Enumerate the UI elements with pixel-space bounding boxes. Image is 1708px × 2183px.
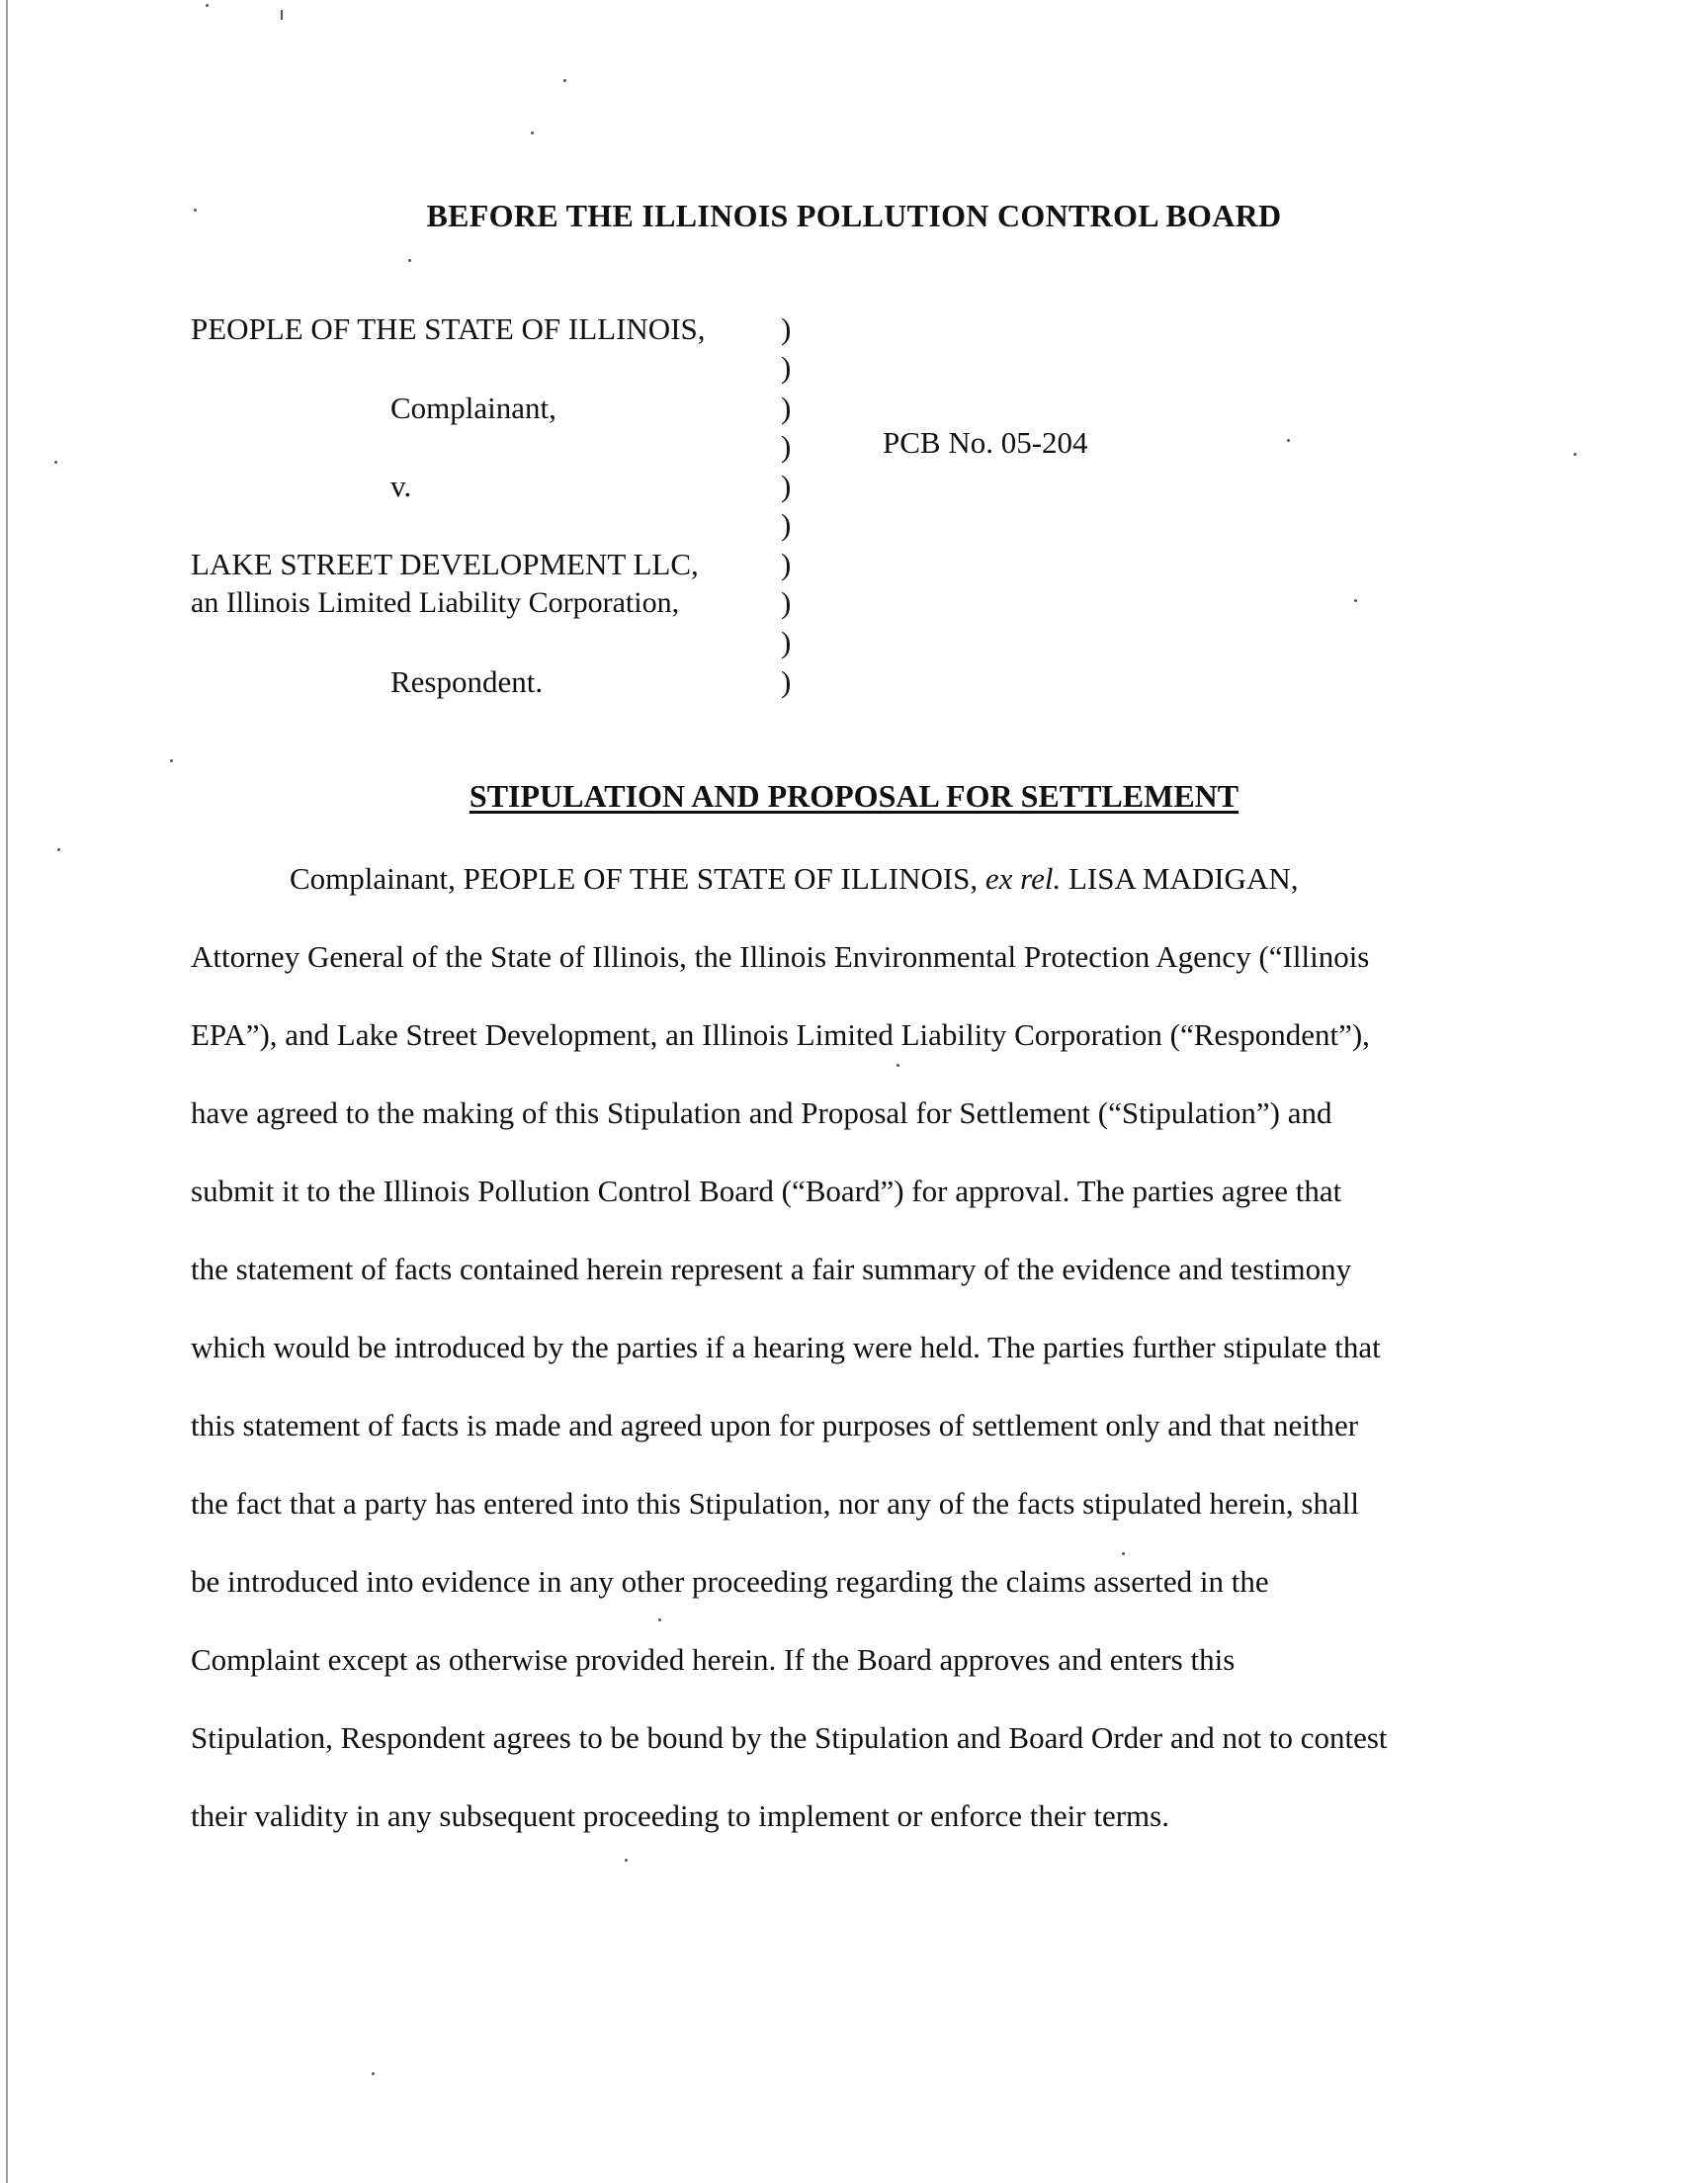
scan-speck — [531, 131, 534, 134]
caption-paren: ) — [781, 625, 792, 659]
caption-paren: ) — [781, 469, 792, 503]
scan-speck — [281, 10, 283, 20]
scan-speck — [57, 848, 60, 851]
respondent-role: Respondent. — [390, 664, 544, 699]
body-line-text: Complainant, PEOPLE OF THE STATE OF ILLINOIS, — [290, 861, 979, 896]
caption-paren: ) — [781, 429, 792, 464]
caption-paren: ) — [781, 391, 792, 425]
scan-speck — [206, 4, 209, 7]
plaintiff-role: Complainant, — [390, 391, 556, 425]
plaintiff-name: PEOPLE OF THE STATE OF ILLINOIS, — [191, 311, 706, 346]
body-line: Attorney General of the State of Illinois, the Illinois Environmental Protection Agency (“Illinois — [191, 939, 1370, 974]
body-line: the statement of facts contained herein represent a fair summary of the evidence and testimony — [191, 1252, 1352, 1286]
caption-paren: ) — [781, 664, 792, 699]
body-line: be introduced into evidence in any other proceeding regarding the claims asserted in the — [191, 1564, 1269, 1599]
body-line: submit it to the Illinois Pollution Control Board (“Board”) for approval. The parties agree that — [191, 1174, 1342, 1208]
body-line — [290, 861, 1298, 897]
caption-paren: ) — [781, 311, 792, 346]
body-line: EPA”), and Lake Street Development, an Illinois Limited Liability Corporation (“Respondent”), — [191, 1017, 1370, 1052]
scan-speck — [54, 461, 57, 464]
document-title: STIPULATION AND PROPOSAL FOR SETTLEMENT — [469, 778, 1239, 814]
scan-speck — [1122, 1552, 1125, 1555]
body-line: their validity in any subsequent proceeding to implement or enforce their terms. — [191, 1798, 1169, 1833]
caption-paren: ) — [781, 585, 792, 620]
caption-paren: ) — [781, 547, 792, 581]
scan-speck — [658, 1618, 661, 1621]
scan-speck — [170, 759, 173, 762]
scan-speck — [625, 1859, 628, 1862]
scan-speck — [372, 2072, 375, 2075]
body-line: the fact that a party has entered into this Stipulation, nor any of the facts stipulated herein, shall — [191, 1486, 1359, 1521]
respondent-name: LAKE STREET DEVELOPMENT LLC, — [191, 547, 699, 581]
caption-paren: ) — [781, 507, 792, 542]
scan-speck — [563, 79, 566, 82]
scan-speck — [408, 259, 411, 262]
scan-edge — [6, 0, 8, 2183]
latin-term: ex rel. — [984, 861, 1062, 896]
case-number: PCB No. 05-204 — [883, 425, 1088, 460]
body-line-text: LISA MADIGAN, — [1068, 861, 1299, 896]
body-line: which would be introduced by the parties if a hearing were held. The parties further stipulate that — [191, 1330, 1381, 1364]
scan-speck — [1574, 453, 1577, 456]
scan-speck — [1354, 599, 1357, 602]
scan-speck — [897, 1064, 899, 1067]
board-heading: BEFORE THE ILLINOIS POLLUTION CONTROL BOARD — [426, 198, 1282, 233]
body-line: Stipulation, Respondent agrees to be bound by the Stipulation and Board Order and not to contest — [191, 1720, 1388, 1755]
body-line: Complaint except as otherwise provided herein. If the Board approves and enters this — [191, 1642, 1236, 1677]
scan-speck — [1287, 439, 1290, 442]
caption-paren: ) — [781, 350, 792, 385]
versus-label: v. — [390, 469, 412, 503]
body-line: have agreed to the making of this Stipulation and Proposal for Settlement (“Stipulation”) and — [191, 1095, 1332, 1130]
body-line: this statement of facts is made and agreed upon for purposes of settlement only and that neither — [191, 1408, 1359, 1442]
respondent-description: an Illinois Limited Liability Corporation, — [191, 586, 680, 619]
